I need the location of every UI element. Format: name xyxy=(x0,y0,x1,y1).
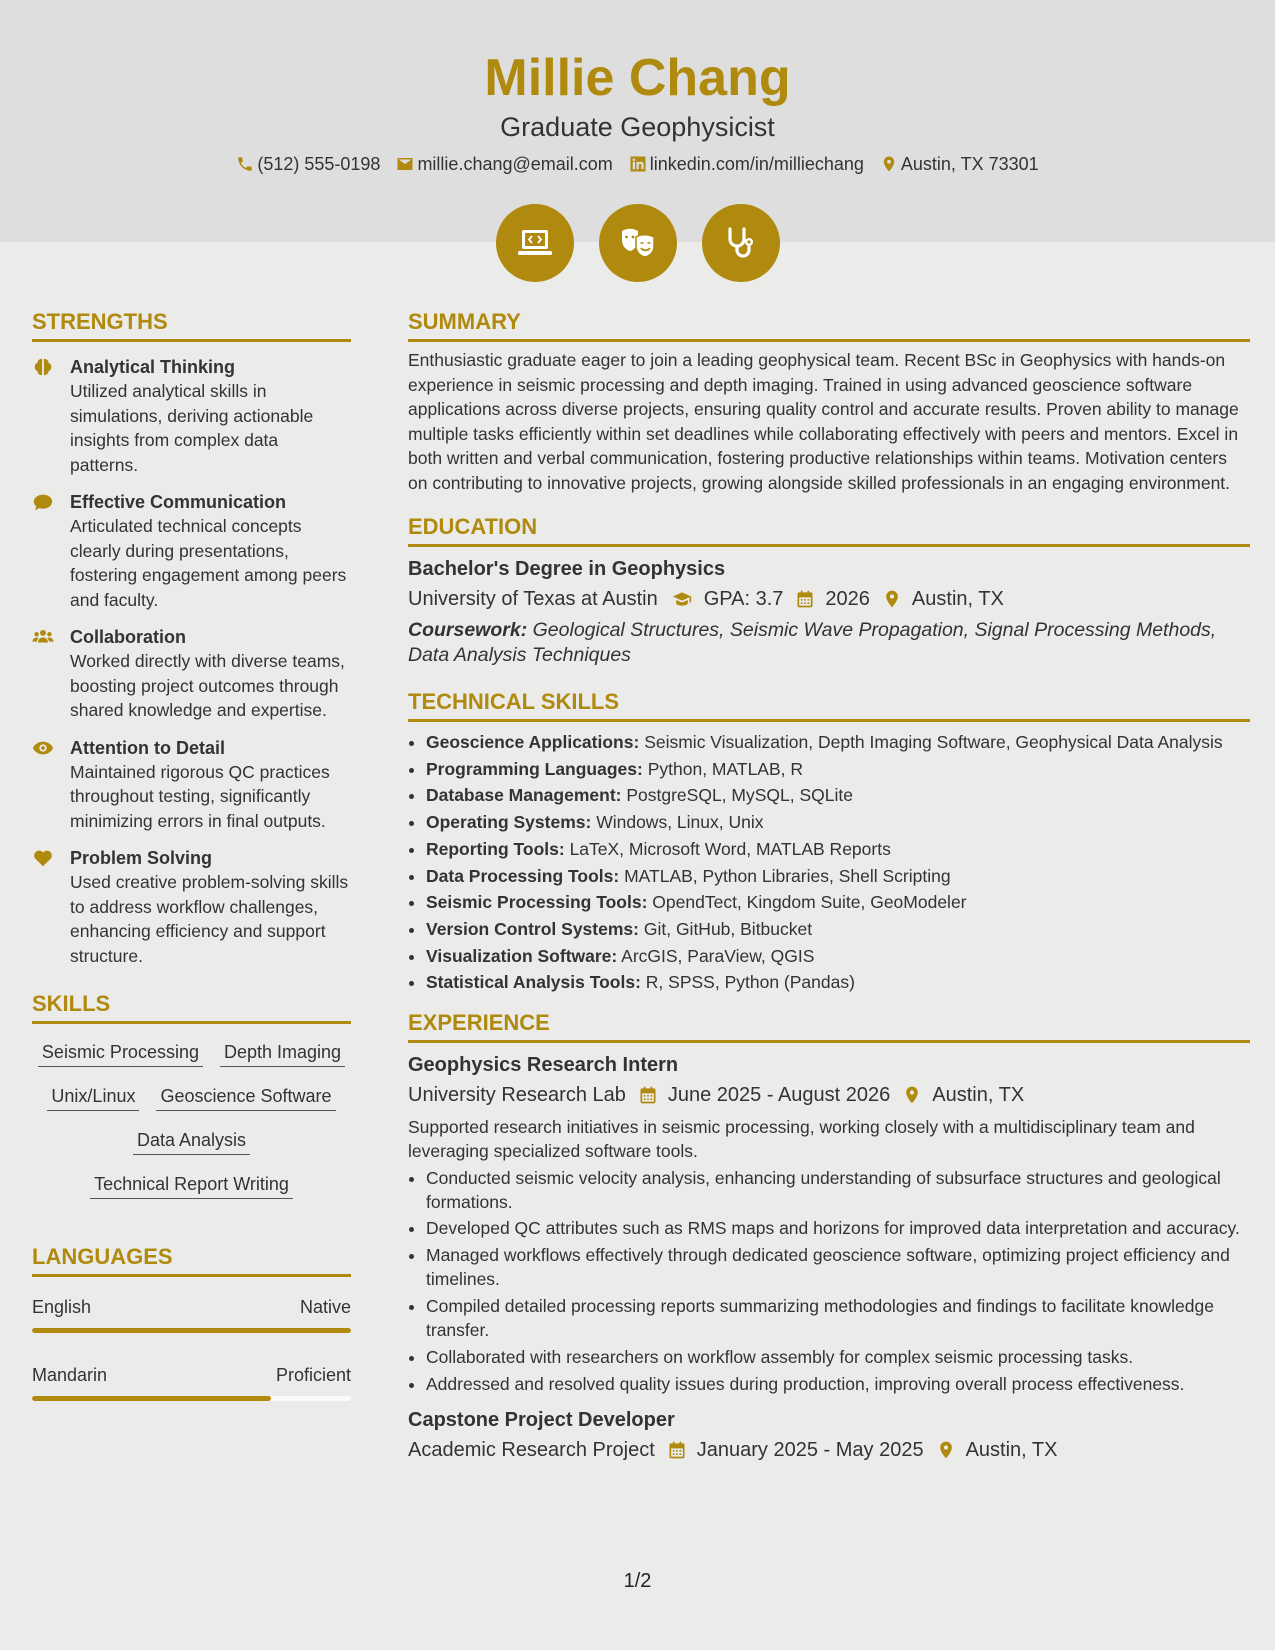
contact-phone[interactable] xyxy=(236,152,380,176)
email-text: millie.chang@email.com xyxy=(417,154,613,174)
laptop-code-badge xyxy=(496,204,574,282)
school-name: University of Texas at Austin xyxy=(408,588,658,610)
skill-tag: Technical Report Writing xyxy=(90,1172,293,1199)
skill-tag: Unix/Linux xyxy=(47,1084,139,1111)
skill-label: Geoscience Applications: xyxy=(426,732,640,752)
skill-label: Seismic Processing Tools: xyxy=(426,892,648,913)
location-icon xyxy=(902,1085,922,1105)
badge-row xyxy=(0,204,1275,282)
coursework xyxy=(408,618,1250,667)
job-meta xyxy=(408,1081,1250,1109)
skill-label: Statistical Analysis Tools: xyxy=(426,972,641,993)
language-bar xyxy=(32,1396,351,1401)
experience-heading: EXPERIENCE xyxy=(408,1009,1250,1043)
coursework-label: Coursework: xyxy=(408,619,528,641)
gpa-text: GPA: 3.7 xyxy=(703,588,784,610)
page-number: 1/2 xyxy=(623,1570,652,1592)
phone-icon xyxy=(236,155,254,173)
strength-item xyxy=(32,846,351,968)
comment-icon xyxy=(32,491,54,513)
language-level: Proficient xyxy=(275,1365,351,1385)
location-icon xyxy=(936,1440,956,1460)
school-location: Austin, TX xyxy=(911,588,1004,610)
stethoscope-icon xyxy=(721,223,761,263)
strength-desc: Articulated technical concepts clearly during presentations, fostering engagement among peers and faculty. xyxy=(70,516,347,610)
skill-value: OpendTect, Kingdom Suite, GeoModeler xyxy=(652,892,967,913)
graduation-cap-icon xyxy=(670,589,694,609)
skill-label: Version Control Systems: xyxy=(426,918,639,939)
job-org: Academic Research Project xyxy=(408,1438,655,1461)
strength-desc: Used creative problem-solving skills to address workflow challenges, enhancing efficiency and support structure. xyxy=(70,872,349,966)
technical-skills-heading: TECHNICAL SKILLS xyxy=(408,688,1250,722)
language-name: Mandarin xyxy=(32,1365,108,1385)
list-item xyxy=(426,944,1250,968)
list-item: • Developed QC attributes such as RMS maps and horizons for improved data interpretation and accuracy. xyxy=(426,1216,1250,1240)
location-text: Austin, TX 73301 xyxy=(900,154,1039,174)
degree-title: Bachelor's Degree in Geophysics xyxy=(408,558,726,580)
language-item xyxy=(32,1295,351,1333)
skills-tags xyxy=(32,1040,351,1199)
language-level: Native xyxy=(299,1297,351,1317)
skill-label: Operating Systems: xyxy=(426,812,592,833)
contact-location xyxy=(880,152,1039,176)
language-item xyxy=(32,1363,351,1401)
linkedin-icon xyxy=(629,155,647,173)
skill-tag: Seismic Processing xyxy=(38,1040,203,1067)
skill-value: LaTeX, Microsoft Word, MATLAB Reports xyxy=(569,838,891,859)
language-bar-fill xyxy=(32,1328,351,1333)
job-title: Geophysics Research Intern xyxy=(408,1053,679,1076)
strength-item xyxy=(32,625,351,723)
list-item xyxy=(426,837,1250,861)
list-item: • Compiled detailed processing reports summarizing methodologies and findings to facilitate knowledge transfer. xyxy=(426,1294,1250,1342)
job-bullets xyxy=(408,1166,1250,1396)
calendar-icon xyxy=(667,1440,687,1460)
language-bar xyxy=(32,1328,351,1333)
summary-heading: SUMMARY xyxy=(408,308,1250,342)
theater-masks-icon xyxy=(618,223,658,263)
job-dates: January 2025 - May 2025 xyxy=(696,1438,924,1461)
list-item xyxy=(426,917,1250,941)
location-icon xyxy=(880,155,898,173)
linkedin-text: linkedin.com/in/milliechang xyxy=(649,154,864,174)
languages-heading: LANGUAGES xyxy=(32,1243,351,1277)
list-item xyxy=(426,730,1250,754)
job-location: Austin, TX xyxy=(965,1438,1058,1461)
strength-item xyxy=(32,355,351,477)
list-item: • Addressed and resolved quality issues during production, improving overall process effectiveness. xyxy=(426,1372,1250,1396)
strength-item xyxy=(32,490,351,612)
list-item xyxy=(426,864,1250,888)
strength-title: Collaboration xyxy=(70,627,186,647)
job-location: Austin, TX xyxy=(932,1083,1025,1106)
location-icon xyxy=(882,589,902,609)
summary-text: Enthusiastic graduate eager to join a leading geophysical team. Recent BSc in Geophysics with hands-on experience in seismic processing and depth imaging. Trained in using advanced geoscience software applications across diverse projects, ensuring quality control and accurate results. Proven ability to manage multiple tasks efficiently within set deadlines while collaborating effectively with peers and mentors. Excel in both written and verbal communication, fostering productive relationships within teams. Motivation centers on contributing to innovative projects, growing alongside skilled professionals in an engaging environment. xyxy=(408,350,1239,493)
calendar-icon xyxy=(638,1085,658,1105)
strengths-heading: STRENGTHS xyxy=(32,308,351,342)
job-org: University Research Lab xyxy=(408,1083,626,1106)
list-item xyxy=(426,783,1250,807)
skill-label: Reporting Tools: xyxy=(426,838,565,859)
list-item: • Collaborated with researchers on workflow assembly for complex seismic processing tasks. xyxy=(426,1345,1250,1369)
skills-heading: SKILLS xyxy=(32,990,351,1024)
strength-desc: Maintained rigorous QC practices throughout testing, significantly minimizing errors in final outputs. xyxy=(70,761,330,831)
contact-email[interactable] xyxy=(396,152,612,176)
email-icon xyxy=(396,155,414,173)
eye-icon xyxy=(32,737,54,759)
strength-item xyxy=(32,736,351,834)
skill-label: Database Management: xyxy=(426,785,622,806)
contact-bar xyxy=(0,152,1275,176)
contact-linkedin[interactable] xyxy=(629,152,864,176)
grad-year: 2026 xyxy=(825,588,870,610)
left-column xyxy=(32,308,351,1401)
right-column xyxy=(408,308,1250,1464)
job-title: Capstone Project Developer xyxy=(408,1408,675,1431)
brain-icon xyxy=(32,356,54,378)
skill-value: Windows, Linux, Unix xyxy=(596,812,764,833)
list-item xyxy=(426,810,1250,834)
skill-label: Visualization Software: xyxy=(426,945,618,966)
skill-value: PostgreSQL, MySQL, SQLite xyxy=(626,785,853,806)
candidate-name: Millie Chang xyxy=(484,49,791,107)
laptop-code-icon xyxy=(515,223,555,263)
language-bar-fill xyxy=(32,1396,271,1401)
skill-value: R, SPSS, Python (Pandas) xyxy=(645,972,855,993)
strength-title: Effective Communication xyxy=(70,492,287,512)
users-icon xyxy=(32,626,54,648)
skill-tag: Depth Imaging xyxy=(220,1040,345,1067)
skill-label: Data Processing Tools: xyxy=(426,865,620,886)
strength-title: Attention to Detail xyxy=(70,737,225,758)
job-description: Supported research initiatives in seismic processing, working closely with a multidisciplinary team and leveraging specialized software tools. xyxy=(408,1116,1195,1162)
strength-desc: Worked directly with diverse teams, boosting project outcomes through shared knowledge and expertise. xyxy=(70,651,345,720)
skill-value: ArcGIS, ParaView, QGIS xyxy=(621,945,815,966)
phone-text: (512) 555-0198 xyxy=(257,154,381,174)
coursework-list: Geological Structures, Seismic Wave Propagation, Signal Processing Methods, Data Analysis Techniques xyxy=(408,619,1217,666)
skill-value: Python, MATLAB, R xyxy=(647,758,804,779)
job-dates: June 2025 - August 2026 xyxy=(667,1083,891,1106)
strength-title: Problem Solving xyxy=(70,848,213,868)
calendar-icon xyxy=(795,589,815,609)
list-item xyxy=(426,757,1250,781)
list-item xyxy=(426,890,1250,914)
skill-tag: Data Analysis xyxy=(133,1128,250,1155)
skill-value: MATLAB, Python Libraries, Shell Scripting xyxy=(624,865,951,886)
stethoscope-badge xyxy=(702,204,780,282)
skill-tag: Geoscience Software xyxy=(156,1084,335,1111)
strength-desc: Utilized analytical skills in simulations, deriving actionable insights from complex data patterns. xyxy=(70,381,314,475)
list-item: • Conducted seismic velocity analysis, enhancing understanding of subsurface structures and geological formations. xyxy=(426,1166,1250,1214)
strength-title: Analytical Thinking xyxy=(70,357,236,377)
job-title: Graduate Geophysicist xyxy=(500,112,775,142)
job-meta xyxy=(408,1436,1250,1464)
language-name: English xyxy=(32,1297,92,1317)
list-item xyxy=(426,970,1250,994)
list-item: • Managed workflows effectively through dedicated geoscience software, optimizing project efficiency and timelines. xyxy=(426,1243,1250,1291)
education-meta xyxy=(408,585,1250,613)
technical-skills-list xyxy=(408,730,1250,995)
skill-label: Programming Languages: xyxy=(426,758,643,779)
heart-icon xyxy=(32,847,54,869)
skill-value: Seismic Visualization, Depth Imaging Software, Geophysical Data Analysis xyxy=(644,732,1223,752)
education-heading: EDUCATION xyxy=(408,513,1250,547)
theater-masks-badge xyxy=(599,204,677,282)
skill-value: Git, GitHub, Bitbucket xyxy=(643,918,813,939)
